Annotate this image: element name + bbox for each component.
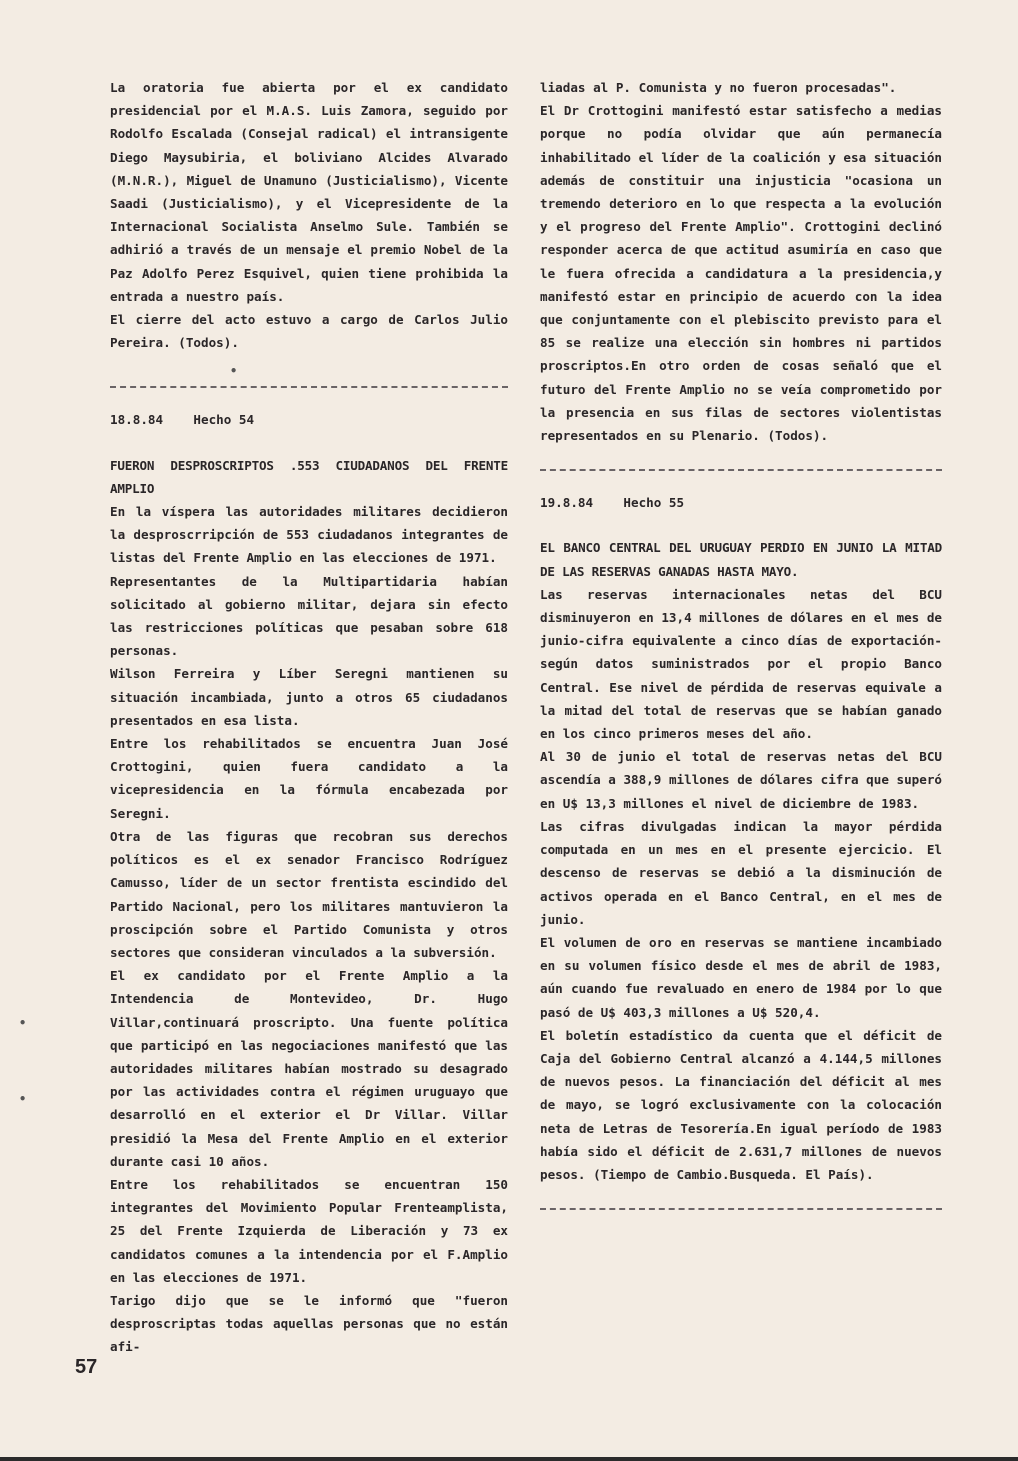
paragraph: En la víspera las autoridades militares decidieron la desproscrripción de 553 ciudadanos integrantes de listas del Frente Amplio en las elecciones de 1971. <box>110 504 508 566</box>
binding-hole-mark: • <box>19 1092 27 1106</box>
article-headline: EL BANCO CENTRAL DEL URUGUAY PERDIO EN JUNIO LA MITAD DE LAS RESERVAS GANADAS HASTA MAYO. <box>540 540 942 579</box>
paragraph: Wilson Ferreira y Líber Seregni mantienen su situación incambiada, junto a otros 65 ciudadanos presentados en esa lista. <box>110 666 508 728</box>
entry-date: 18.8.84 <box>110 412 164 428</box>
paragraph: El Dr Crottogini manifestó estar satisfecho a medias porque no podía olvidar que aún permanecía inhabilitado el líder de la coalición y esa situación además de constituir una injusticia "ocasiona un tremendo deterioro en lo que respecta a la evolución y el progreso del Frente Amplio". Crottogini declinó responder acerca de que actitud asumiría en caso que le fuera ofrecida a candidatura a la presidencia,y manifestó estar en principio de acuerdo con la idea que conjuntamente con el plebiscito previsto para el 85 se realize una elección sin hombres ni partidos proscriptos.En otro orden de cosas señaló que el futuro del Frente Amplio no se veía comprometido por la presencia en sus filas de sectores violentistas representados en su Plenario. (Todos). <box>540 103 942 444</box>
article-headline: FUERON DESPROSCRIPTOS .553 CIUDADANOS DEL FRENTE AMPLIO <box>110 457 508 496</box>
paragraph: Las reservas internacionales netas del BCU disminuyeron en 13,4 millones de dólares en el mes de junio-cifra equivalente a cinco días de exportación-según datos suministrados por el propio Banco Central. Ese nivel de pérdida de reservas equivale a la mitad del total de reservas que se habían ganado en los cinco primeros meses del año. <box>540 586 942 742</box>
paragraph: Otra de las figuras que recobran sus derechos políticos es el ex senador Francisco Rodríguez Camusso, líder de un sector frentista escindido del Partido Nacional, pero los militares mantuvieron la proscipción sobre el Partido Comunista y otros sectores que consideran vinculados a la subversión. <box>110 828 508 960</box>
entry-fact-number: Hecho 55 <box>623 495 685 511</box>
right-column <box>540 76 942 1230</box>
paragraph: El volumen de oro en reservas se mantiene incambiado en su volumen físico desde el mes de abril de 1983, aún cuando fue revaluado en enero de 1984 por lo que pasó de U$ 403,3 millones a U$ 520,4. <box>540 934 942 1020</box>
ink-speck: • <box>230 364 238 378</box>
page-number: 57 <box>75 1356 98 1378</box>
entry-fact-number: Hecho 54 <box>193 412 255 428</box>
paragraph: Entre los rehabilitados se encuentra Juan José Crottogini, quien fuera candidato a la vicepresidencia en la fórmula encabezada por Seregni. <box>110 736 508 821</box>
paragraph: La oratoria fue abierta por el ex candidato presidencial por el M.A.S. Luis Zamora, seguido por Rodolfo Escalada (Consejal radical) el intransigente Diego Maysubiria, el boliviano Alcides Alvarado (M.N.R.), Miguel de Unamuno (Justicialismo), Vicente Saadi (Justicialismo), y el Vicepresidente de la Internacional Socialista Anselmo Sule. También se adhirió a través de un mensaje el premio Nobel de la Paz Adolfo Perez Esquivel, quien tiene prohibida la entrada a nuestro país. <box>110 80 508 304</box>
paragraph: El boletín estadístico da cuenta que el déficit de Caja del Gobierno Central alcanzó a 4.144,5 millones de nuevos pesos. La financiación del déficit al mes de mayo, se logró exclusivamente con la colocación neta de Letras de Tesorería.En igual período de 1983 había sido el déficit de 2.631,7 millones de nuevos pesos. (Tiempo de Cambio.Busqueda. El País). <box>540 1027 942 1182</box>
paragraph: El ex candidato por el Frente Amplio a la Intendencia de Montevideo, Dr. Hugo Villar,continuará proscripto. Una fuente política que participó en las negociaciones manifestó que las autoridades militares habían mostrado su desagrado por las actividades contra el régimen uruguayo que desarrolló en el exterior el Dr Villar. Villar presidió la Mesa del Frente Amplio en el exterior durante casi 10 años. <box>110 968 508 1169</box>
left-column <box>110 76 508 1359</box>
page-edge <box>0 1457 1018 1461</box>
dashed-divider <box>540 1208 942 1210</box>
dateline <box>540 491 942 514</box>
paragraph: Al 30 de junio el total de reservas netas del BCU ascendía a 388,9 millones de dólares cifra que superó en U$ 13,3 millones el nivel de diciembre de 1983. <box>540 749 942 811</box>
paragraph: Representantes de la Multipartidaria habían solicitado al gobierno militar, dejara sin efecto las restricciones políticas que pesaban sobre 618 personas. <box>110 573 508 659</box>
paragraph: Tarigo dijo que se le informó que "fueron desproscriptas todas aquellas personas que no están afi- <box>110 1292 508 1355</box>
paragraph: Las cifras divulgadas indican la mayor pérdida computada en un mes en el presente ejercicio. El descenso de reservas se debió a la disminución de activos operada en el Banco Central, en el mes de junio. <box>540 818 942 927</box>
paragraph: El cierre del acto estuvo a cargo de Carlos Julio Pereira. (Todos). <box>110 312 508 351</box>
dashed-divider <box>540 469 942 471</box>
dateline <box>110 408 508 431</box>
binding-hole-mark: • <box>19 1016 27 1030</box>
paragraph: liadas al P. Comunista y no fueron procesadas". <box>540 80 897 95</box>
dashed-divider <box>110 386 508 388</box>
paragraph: Entre los rehabilitados se encuentran 150 integrantes del Movimiento Popular Frenteamplista, 25 del Frente Izquierda de Liberación y 73 ex candidatos comunes a la intendencia por el F.Amplio en las elecciones de 1971. <box>110 1176 508 1285</box>
entry-date: 19.8.84 <box>540 495 594 511</box>
